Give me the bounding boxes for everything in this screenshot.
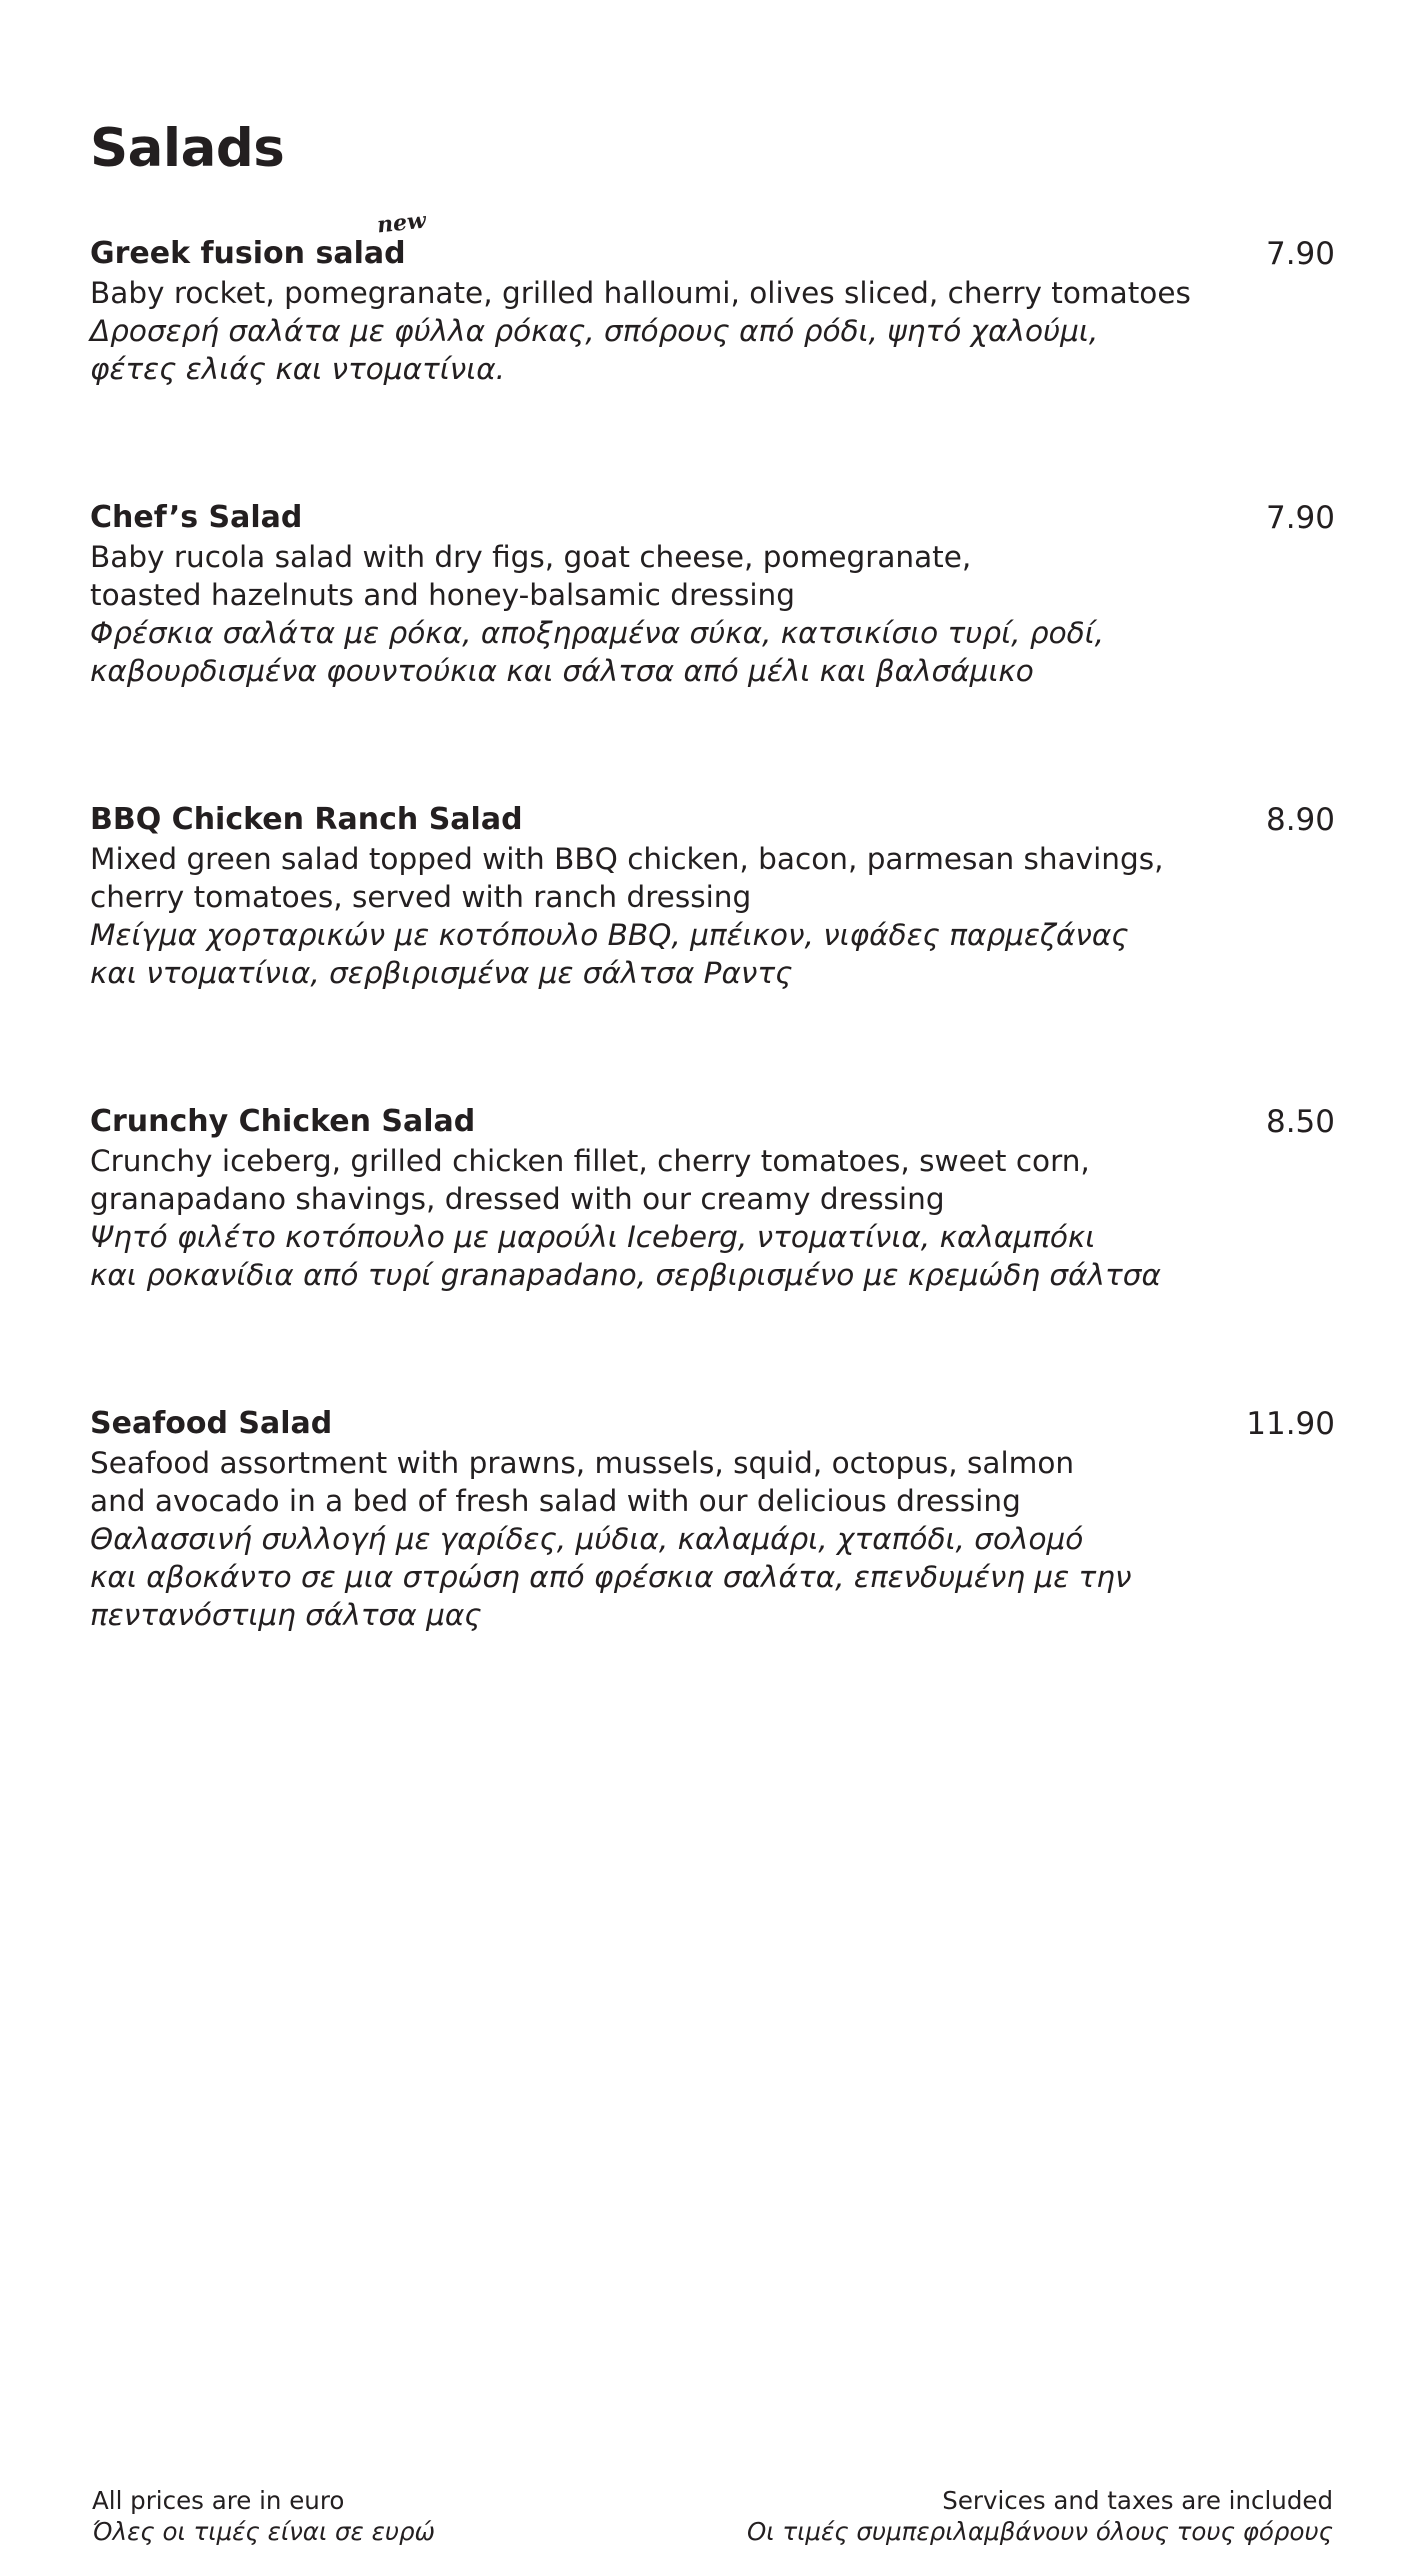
menu-item-header: [90, 1404, 1335, 1444]
description-greek: πεντανόστιμη σάλτσα μας: [90, 1598, 482, 1632]
menu-item-header: [90, 498, 1335, 538]
menu-item: [90, 800, 1335, 992]
item-price: 7.90: [1265, 500, 1335, 536]
item-name: Crunchy Chicken Salad: [90, 1104, 476, 1139]
menu-item: [90, 1102, 1335, 1294]
footer-note-english: Services and taxes are included: [942, 2486, 1333, 2515]
item-price: 8.90: [1265, 802, 1335, 838]
description-english: cherry tomatoes, served with ranch dressing: [90, 880, 752, 914]
description-english: toasted hazelnuts and honey-balsamic dressing: [90, 578, 795, 612]
item-name: BBQ Chicken Ranch Salad: [90, 802, 523, 837]
menu-item: [90, 1404, 1335, 1634]
menu-item: [90, 498, 1335, 690]
menu-item-header: [90, 207, 1335, 274]
description-greek: Μείγμα χορταρικών με κοτόπουλο BBQ, μπέικον, νιφάδες παρμεζάνας: [90, 918, 1129, 952]
menu-item: [90, 207, 1335, 388]
menu-item-header: [90, 1102, 1335, 1142]
description-greek: Φρέσκια σαλάτα με ρόκα, αποξηραμένα σύκα, κατσικίσιο τυρί, ροδί,: [90, 616, 1105, 650]
description-english: Baby rocket, pomegranate, grilled halloumi, olives sliced, cherry tomatoes: [90, 276, 1191, 310]
description-english: Baby rucola salad with dry figs, goat cheese, pomegranate,: [90, 540, 972, 574]
description-greek: Θαλασσινή συλλογή με γαρίδες, μύδια, καλαμάρι, χταπόδι, σολομό: [90, 1522, 1084, 1556]
description-english: granapadano shavings, dressed with our creamy dressing: [90, 1182, 945, 1216]
footer-note-greek: Οι τιμές συμπεριλαμβάνουν όλους τους φόρους: [746, 2517, 1333, 2546]
item-name: Greek fusion salad: [90, 236, 406, 271]
item-price: 11.90: [1246, 1406, 1335, 1442]
description-english: and avocado in a bed of fresh salad with our delicious dressing: [90, 1484, 1021, 1518]
footer-note-english: All prices are in euro: [92, 2486, 345, 2515]
new-badge: new: [375, 207, 428, 239]
item-name: Chef’s Salad: [90, 500, 303, 535]
description-english: Crunchy iceberg, grilled chicken fillet, cherry tomatoes, sweet corn,: [90, 1144, 1090, 1178]
item-price: 7.90: [1265, 236, 1335, 272]
footer-currency-note: [92, 2485, 435, 2547]
description-greek: καβουρδισμένα φουντούκια και σάλτσα από μέλι και βαλσάμικο: [90, 654, 1034, 688]
footer-taxes-note: [747, 2485, 1333, 2547]
page-title: Salads: [90, 118, 285, 179]
item-name: Seafood Salad: [90, 1406, 333, 1441]
description-greek: και ντοματίνια, σερβιρισμένα με σάλτσα Ραντς: [90, 956, 793, 990]
description-greek: φέτες ελιάς και ντοματίνια.: [90, 352, 506, 386]
description-greek: Δροσερή σαλάτα με φύλλα ρόκας, σπόρους από ρόδι, ψητό χαλούμι,: [90, 314, 1099, 348]
description-english: Mixed green salad topped with BBQ chicken, bacon, parmesan shavings,: [90, 842, 1164, 876]
description-english: Seafood assortment with prawns, mussels, squid, octopus, salmon: [90, 1446, 1075, 1480]
description-greek: Ψητό φιλέτο κοτόπουλο με μαρούλι Iceberg, ντοματίνια, καλαμπόκι: [90, 1220, 1096, 1254]
item-price: 8.50: [1265, 1104, 1335, 1140]
menu-item-header: [90, 800, 1335, 840]
description-greek: και ροκανίδια από τυρί granapadano, σερβιρισμένο με κρεμώδη σάλτσα: [90, 1258, 1161, 1292]
footer-note-greek: Όλες οι τιμές είναι σε ευρώ: [92, 2517, 436, 2546]
description-greek: και αβοκάντο σε μια στρώση από φρέσκια σαλάτα, επενδυμένη με την: [90, 1560, 1132, 1594]
